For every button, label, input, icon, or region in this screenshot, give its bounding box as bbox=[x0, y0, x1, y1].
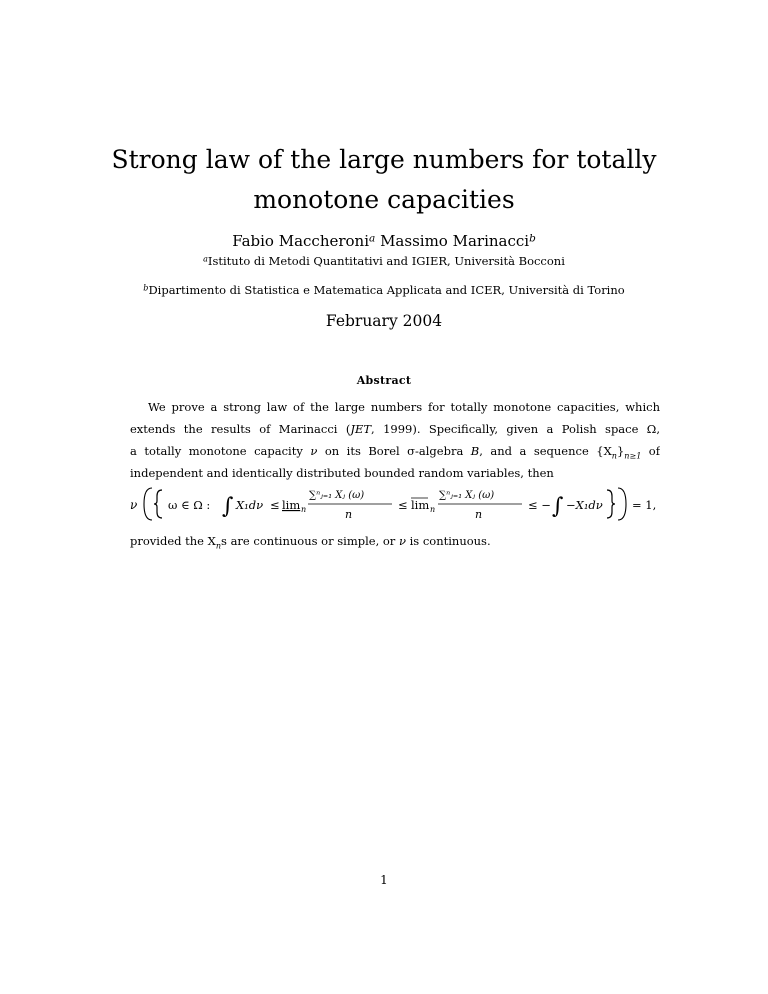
main-formula bbox=[130, 482, 660, 526]
right-big-paren bbox=[618, 488, 626, 520]
abstract-line-3-mid: on its Borel σ-algebra bbox=[317, 444, 471, 458]
formula-sum-numerator-2: ∑ⁿⱼ₌₁ Xⱼ (ω) bbox=[439, 490, 495, 501]
formula-sum-numerator-1: ∑ⁿⱼ₌₁ Xⱼ (ω) bbox=[309, 490, 365, 501]
author-2-mark: b bbox=[529, 232, 536, 245]
formula-leq-2: ≤ bbox=[398, 498, 408, 512]
formula-integral-1: ∫ bbox=[222, 494, 234, 519]
formula-nu: ν bbox=[130, 498, 138, 512]
formula-omega-in: ω ∈ Ω : bbox=[168, 498, 211, 512]
formula-lim-inf: lim bbox=[282, 498, 301, 512]
formula-x1dnu: X₁dν bbox=[236, 498, 264, 512]
abstract-line-2 bbox=[130, 421, 660, 437]
right-big-brace bbox=[607, 490, 615, 518]
author-1-mark: a bbox=[369, 232, 376, 245]
affiliation-b bbox=[0, 282, 768, 298]
symbol-nu: ν bbox=[310, 444, 318, 458]
closing-pre: provided the X bbox=[130, 534, 216, 548]
author-2-name: Massimo Marinacci bbox=[380, 232, 530, 250]
affiliation-b-text: Dipartimento di Statistica e Matematica Applicata and ICER, Università di Torino bbox=[148, 283, 625, 297]
journal-name: JET bbox=[350, 422, 372, 436]
formula-integral-2: ∫ bbox=[552, 494, 564, 519]
abstract-line-1: We prove a strong law of the large numbers for totally monotone capacities, which bbox=[148, 400, 660, 414]
left-big-paren bbox=[144, 488, 152, 520]
affiliation-a-text: Istituto di Metodi Quantitativi and IGIER, Università Bocconi bbox=[207, 254, 565, 268]
affiliation-b-mark: b bbox=[143, 283, 149, 293]
affiliation-a-mark: a bbox=[203, 254, 208, 264]
abstract-line-3-pre: a totally monotone capacity bbox=[130, 444, 311, 458]
paper-title: Strong law of the large numbers for totally monotone capacities bbox=[111, 145, 657, 214]
abstract-line-3-post: , and a sequence {X bbox=[479, 444, 612, 458]
affiliation-a bbox=[0, 253, 768, 269]
abstract-line-2-pre: extends the results of Marinacci ( bbox=[130, 422, 351, 436]
abstract-line-2-post: , 1999). Specifically, given a Polish space Ω, bbox=[371, 422, 660, 436]
author-1-name: Fabio Maccheroni bbox=[232, 232, 370, 250]
subscript-n: n bbox=[611, 451, 617, 459]
formula-denominator-1: n bbox=[345, 508, 353, 521]
closing-end: is continuous. bbox=[405, 534, 491, 548]
page-number: 1 bbox=[380, 873, 388, 887]
subscript-n-geq-1: n≥1 bbox=[624, 451, 642, 459]
author-line bbox=[0, 231, 768, 251]
formula-equals-one: = 1, bbox=[632, 498, 657, 512]
formula-lim-sup: lim bbox=[411, 498, 430, 512]
formula-neg-x1dnu: −X₁dν bbox=[566, 498, 603, 512]
abstract-line-3-end: of bbox=[641, 444, 660, 458]
paper-date: February 2004 bbox=[325, 312, 443, 330]
symbol-borel-b: B bbox=[470, 444, 480, 458]
closing-nu: ν bbox=[398, 534, 406, 548]
left-big-brace bbox=[154, 490, 162, 518]
abstract-closing-line bbox=[130, 533, 660, 554]
abstract-line-4: independent and identically distributed bounded random variables, then bbox=[130, 466, 554, 480]
formula-leq-3: ≤ − bbox=[528, 498, 551, 512]
formula-lim-sup-sub: n bbox=[430, 505, 436, 514]
abstract-heading: Abstract bbox=[356, 374, 412, 387]
closing-brace: } bbox=[616, 444, 625, 458]
closing-post: s are continuous or simple, or bbox=[221, 534, 399, 548]
formula-denominator-2: n bbox=[475, 508, 483, 521]
closing-subscript-n: n bbox=[215, 541, 222, 551]
formula-leq-1: ≤ bbox=[270, 498, 280, 512]
abstract-line-3 bbox=[130, 443, 660, 459]
formula-lim-inf-sub: n bbox=[301, 505, 307, 514]
